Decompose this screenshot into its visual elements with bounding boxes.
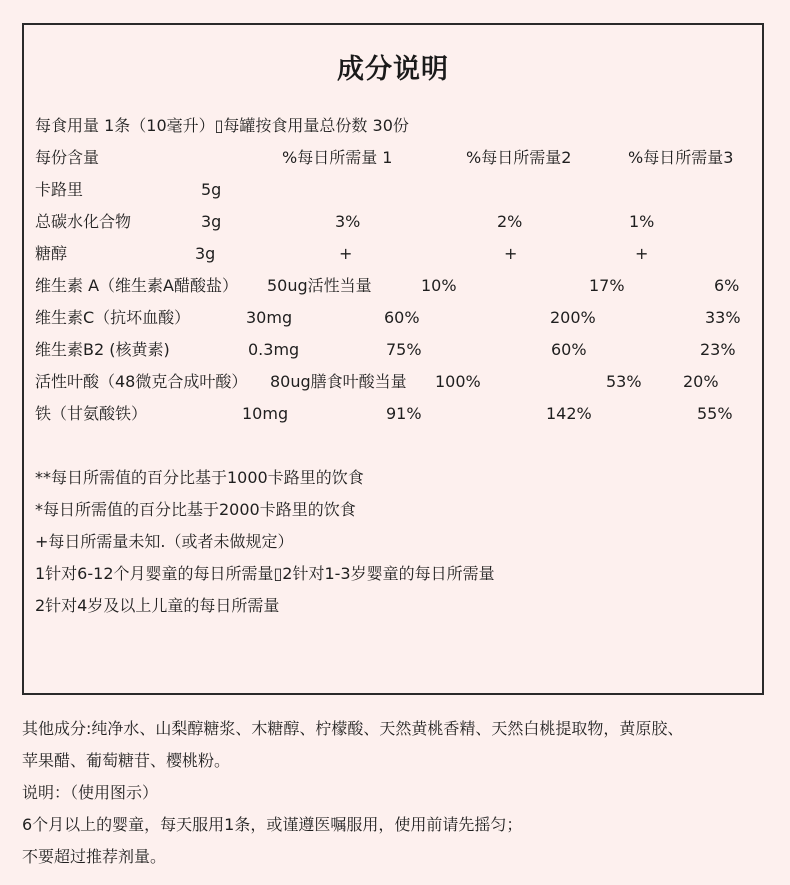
daily-value-1: 75% [386, 340, 422, 359]
daily-value-2: 17% [589, 276, 625, 295]
table-row [24, 212, 762, 232]
nutrient-amount: 30mg [246, 308, 293, 327]
note-line: **每日所需值的百分比基于1000卡路里的饮食 [35, 468, 364, 487]
usage-title: 说明：（使用图示） [22, 783, 159, 802]
nutrient-name: 糖醇 [35, 244, 68, 263]
daily-value-1: 10% [421, 276, 457, 295]
daily-value-1: 60% [384, 308, 420, 327]
serving-line: 每食用量 1条（10毫升）▯每罐按食用量总份数 30份 [35, 116, 409, 135]
nutrient-name: 总碳水化合物 [35, 212, 132, 231]
header-daily-value-3: %每日所需量3 [628, 148, 734, 167]
daily-value-3: 1% [629, 212, 655, 231]
daily-value-2: 53% [606, 372, 642, 391]
nutrient-name: 维生素 A（维生素A醋酸盐） [35, 276, 238, 295]
nutrient-amount: 3g [201, 212, 222, 231]
nutrient-name: 活性叶酸（48微克合成叶酸） [35, 372, 248, 391]
daily-value-3: 6% [714, 276, 740, 295]
note-line: *每日所需值的百分比基于2000卡路里的饮食 [35, 500, 356, 519]
nutrient-amount: 0.3mg [248, 340, 300, 359]
note-line: 2针对4岁及以上儿童的每日所需量 [35, 596, 280, 615]
nutrient-name: 铁（甘氨酸铁） [35, 404, 148, 423]
daily-value-2: 200% [550, 308, 596, 327]
nutrient-amount: 3g [195, 244, 216, 263]
daily-value-2: 142% [546, 404, 592, 423]
table-row [24, 340, 762, 360]
daily-value-2: + [504, 244, 518, 263]
header-label: 每份含量 [35, 148, 100, 167]
daily-value-3: + [635, 244, 649, 263]
daily-value-3: 55% [697, 404, 733, 423]
daily-value-1: 3% [335, 212, 361, 231]
table-row [24, 244, 762, 264]
nutrient-amount: 50ug活性当量 [267, 276, 372, 295]
note-line: +每日所需量未知.（或者未做规定） [35, 532, 294, 551]
nutrient-name: 卡路里 [35, 180, 84, 199]
ingredients-line-1: 其他成分:纯净水、山梨醇糖浆、木糖醇、柠檬酸、天然黄桃香精、天然白桃提取物，黄原胶、 [22, 719, 684, 738]
daily-value-1: 100% [435, 372, 481, 391]
table-row [24, 180, 762, 200]
table-row [24, 372, 762, 392]
table-row [24, 308, 762, 328]
usage-line-1: 6个月以上的婴童，每天服用1条，或谨遵医嘱服用，使用前请先摇匀； [22, 815, 523, 834]
daily-value-3: 33% [705, 308, 741, 327]
nutrient-amount: 5g [201, 180, 222, 199]
table-row [24, 276, 762, 296]
daily-value-1: 91% [386, 404, 422, 423]
daily-value-2: 60% [551, 340, 587, 359]
daily-value-3: 20% [683, 372, 719, 391]
daily-value-1: + [339, 244, 353, 263]
nutrition-facts-panel [22, 23, 764, 695]
header-daily-value-1: %每日所需量 1 [282, 148, 393, 167]
nutrient-amount: 80ug膳食叶酸当量 [270, 372, 407, 391]
table-row [24, 404, 762, 424]
header-daily-value-2: %每日所需量2 [466, 148, 572, 167]
ingredients-line-2: 苹果醋、葡萄糖苷、樱桃粉。 [22, 751, 231, 770]
panel-title: 成分说明 [337, 54, 449, 85]
nutrient-name: 维生素B2 (核黄素) [35, 340, 170, 359]
table-header-row [24, 148, 762, 168]
nutrient-amount: 10mg [242, 404, 289, 423]
nutrient-name: 维生素C（抗坏血酸） [35, 308, 191, 327]
daily-value-3: 23% [700, 340, 736, 359]
daily-value-2: 2% [497, 212, 523, 231]
note-line: 1针对6-12个月婴童的每日所需量▯2针对1-3岁婴童的每日所需量 [35, 564, 495, 583]
usage-line-2: 不要超过推荐剂量。 [22, 847, 167, 866]
